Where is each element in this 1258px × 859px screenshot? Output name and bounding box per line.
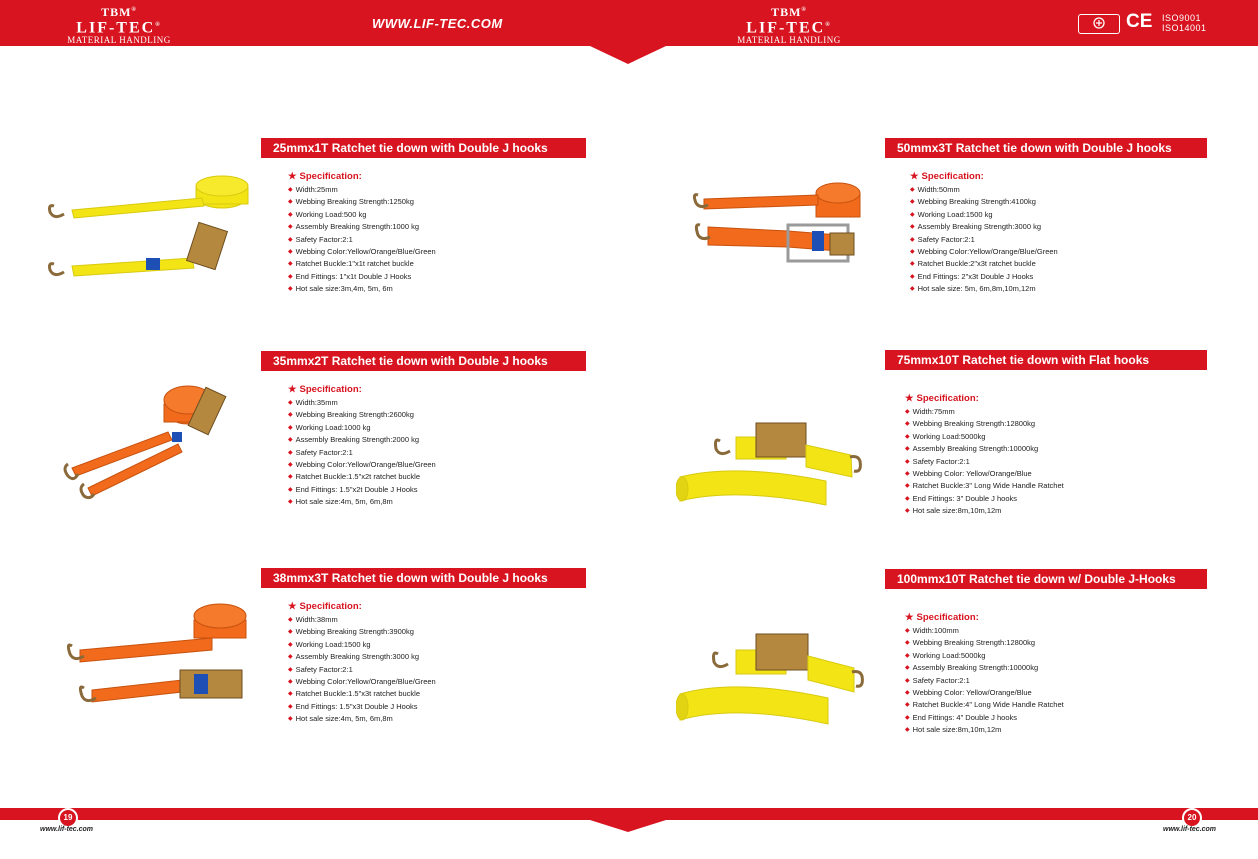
bullet-diamond-icon: ◆ (905, 508, 910, 515)
bullet-diamond-icon: ◆ (905, 433, 910, 440)
bullet-diamond-icon: ◆ (905, 652, 910, 659)
product-title: 38mmx3T Ratchet tie down with Double J hooks (261, 568, 586, 588)
spec-item: ◆ Width:35mm (288, 398, 338, 407)
spec-item: ◆ Assembly Breaking Strength:3000 kg (910, 222, 1042, 232)
product-image-100mm-yellow (676, 628, 886, 738)
ce-mark-icon: CE (1126, 11, 1153, 32)
footer-url-left[interactable]: www.lif-tec.com (40, 826, 94, 833)
spec-item: ◆ Ratchet Buckle:3" Long Wide Handle Ratchet (905, 481, 1064, 491)
spec-item: ◆ Width:100mm (905, 626, 959, 635)
spec-item: ◆ Webbing Color:Yellow/Orange/Blue/Green (288, 460, 436, 470)
bullet-diamond-icon: ◆ (288, 412, 293, 419)
spec-item: ◆ Safety Factor:2:1 (905, 675, 970, 685)
bullet-diamond-icon: ◆ (905, 458, 910, 465)
bullet-diamond-icon: ◆ (288, 424, 293, 431)
spec-item: ◆ Webbing Breaking Strength:1250kg (288, 197, 414, 207)
spec-heading: Specification: (299, 384, 362, 395)
spec-item: ◆ Hot sale size: 5m, 6m,8m,10m,12m (910, 284, 1036, 294)
bullet-diamond-icon: ◆ (288, 187, 293, 193)
spec-item: ◆ Assembly Breaking Strength:1000 kg (288, 222, 420, 232)
bullet-diamond-icon: ◆ (288, 236, 293, 243)
spec-item: ◆ Ratchet Buckle:2"x3t ratchet buckle (910, 259, 1036, 269)
spec-heading: Specification: (299, 171, 362, 182)
spec-heading: Specification: (916, 393, 979, 404)
spec-item: ◆ Ratchet Buckle:4" Long Wide Handle Ratchet (905, 700, 1064, 710)
spec-block (288, 383, 488, 509)
star-icon: ★ (288, 601, 297, 612)
bullet-diamond-icon: ◆ (905, 495, 910, 502)
bullet-diamond-icon: ◆ (910, 236, 915, 243)
company-logo-left: TBM® LIF-TEC® MATERIAL HANDLING (64, 4, 174, 46)
bullet-diamond-icon: ◆ (288, 499, 293, 506)
spec-item: ◆ Webbing Color:Yellow/Orange/Blue/Green (288, 247, 436, 257)
company-logo-right: TBM® LIF-TEC® MATERIAL HANDLING (734, 4, 844, 46)
iso-certifications (1162, 13, 1207, 33)
bullet-diamond-icon: ◆ (910, 286, 915, 293)
spec-item: ◆ End Fittings: 4" Double J hooks (905, 712, 1018, 722)
star-icon: ★ (288, 171, 297, 182)
product-title: 100mmx10T Ratchet tie down w/ Double J-Hooks (885, 569, 1207, 589)
spec-heading: Specification: (299, 601, 362, 612)
spec-block (910, 170, 1110, 296)
product-title: 75mmx10T Ratchet tie down with Flat hooks (885, 350, 1207, 370)
spec-item: ◆ Working Load:1500 kg (288, 639, 371, 649)
spec-item: ◆ Working Load:5000kg (905, 431, 986, 441)
spec-item: ◆ Assembly Breaking Strength:10000kg (905, 663, 1039, 673)
star-icon: ★ (288, 384, 297, 395)
bullet-diamond-icon: ◆ (288, 654, 293, 661)
bullet-diamond-icon: ◆ (905, 690, 910, 697)
page-number-right: 20 (1182, 808, 1202, 828)
star-icon: ★ (905, 393, 914, 404)
bullet-diamond-icon: ◆ (910, 224, 915, 231)
bullet-diamond-icon: ◆ (288, 703, 293, 710)
website-link[interactable]: WWW.LIF-TEC.COM (372, 16, 503, 31)
spec-item: ◆ End Fittings: 1.5"x2t Double J Hooks (288, 484, 418, 494)
bullet-diamond-icon: ◆ (910, 261, 915, 268)
bullet-diamond-icon: ◆ (905, 727, 910, 734)
bullet-diamond-icon: ◆ (288, 629, 293, 636)
spec-item: ◆ Safety Factor:2:1 (905, 456, 970, 466)
product-image-75mm-yellow (676, 415, 886, 520)
star-icon: ★ (910, 171, 919, 182)
spec-item: ◆ Webbing Breaking Strength:12800kg (905, 638, 1036, 648)
bullet-diamond-icon: ◆ (910, 187, 915, 193)
bullet-diamond-icon: ◆ (288, 462, 293, 469)
logo-main: LIF-TEC (746, 19, 826, 37)
product-image-35mm-orange (58, 376, 233, 501)
bullet-diamond-icon: ◆ (905, 446, 910, 453)
spec-item: ◆ Webbing Breaking Strength:12800kg (905, 419, 1036, 429)
spec-item: ◆ Working Load:5000kg (905, 650, 986, 660)
spec-item: ◆ Webbing Color:Yellow/Orange/Blue/Green (910, 247, 1058, 257)
spec-item: ◆ End Fittings: 3" Double J hooks (905, 493, 1018, 503)
bullet-diamond-icon: ◆ (288, 449, 293, 456)
logo-sub: MATERIAL HANDLING (67, 35, 171, 46)
spec-item: ◆ Hot sale size:3m,4m, 5m, 6m (288, 284, 393, 294)
bullet-diamond-icon: ◆ (288, 400, 293, 406)
bullet-diamond-icon: ◆ (905, 702, 910, 709)
footer-band (0, 808, 1258, 820)
bullet-diamond-icon: ◆ (288, 486, 293, 493)
product-image-25mm-yellow (42, 168, 252, 288)
spec-block (288, 170, 488, 296)
bullet-diamond-icon: ◆ (905, 483, 910, 490)
header-band (0, 0, 1258, 46)
bullet-diamond-icon: ◆ (288, 261, 293, 268)
bullet-diamond-icon: ◆ (288, 211, 293, 218)
iso14001-label: ISO14001 (1162, 23, 1207, 33)
spec-item: ◆ Working Load:500 kg (288, 209, 367, 219)
spec-block (905, 611, 1105, 737)
spec-item: ◆ End Fittings: 1.5"x3t Double J Hooks (288, 701, 418, 711)
product-title: 50mmx3T Ratchet tie down with Double J hooks (885, 138, 1207, 158)
bullet-diamond-icon: ◆ (288, 199, 293, 206)
bullet-diamond-icon: ◆ (905, 409, 910, 415)
logo-main: LIF-TEC (76, 19, 156, 37)
spec-item: ◆ Webbing Color: Yellow/Orange/Blue (905, 688, 1032, 698)
spec-item: ◆ Hot sale size:8m,10m,12m (905, 725, 1002, 735)
certification-logo-icon (1078, 14, 1120, 34)
bullet-diamond-icon: ◆ (910, 273, 915, 280)
bullet-diamond-icon: ◆ (905, 640, 910, 647)
bullet-diamond-icon: ◆ (288, 617, 293, 623)
bullet-diamond-icon: ◆ (905, 677, 910, 684)
spec-item: ◆ Webbing Breaking Strength:2600kg (288, 410, 414, 420)
star-icon: ★ (905, 612, 914, 623)
spec-item: ◆ Hot sale size:8m,10m,12m (905, 506, 1002, 516)
spec-block (288, 600, 488, 726)
spec-item: ◆ End Fittings: 2"x3t Double J Hooks (910, 271, 1034, 281)
bullet-diamond-icon: ◆ (905, 421, 910, 428)
spec-item: ◆ Assembly Breaking Strength:10000kg (905, 444, 1039, 454)
footer-url-right[interactable]: www.lif-tec.com (1163, 826, 1217, 833)
bullet-diamond-icon: ◆ (905, 471, 910, 478)
spec-item: ◆ Webbing Color:Yellow/Orange/Blue/Green (288, 677, 436, 687)
spec-item: ◆ Webbing Breaking Strength:3900kg (288, 627, 414, 637)
logo-top: TBM (101, 5, 132, 19)
iso9001-label: ISO9001 (1162, 13, 1202, 23)
bullet-diamond-icon: ◆ (905, 628, 910, 634)
spec-block (905, 392, 1105, 518)
bullet-diamond-icon: ◆ (288, 273, 293, 280)
bullet-diamond-icon: ◆ (910, 249, 915, 256)
spec-item: ◆ Hot sale size:4m, 5m, 6m,8m (288, 714, 393, 724)
product-image-50mm-orange (688, 175, 878, 290)
spec-item: ◆ Width:38mm (288, 615, 338, 624)
spec-item: ◆ Width:75mm (905, 407, 955, 416)
spec-item: ◆ Working Load:1000 kg (288, 422, 371, 432)
bullet-diamond-icon: ◆ (288, 691, 293, 698)
spec-item: ◆ Ratchet Buckle:1.5"x3t ratchet buckle (288, 689, 421, 699)
bullet-diamond-icon: ◆ (910, 199, 915, 206)
spec-heading: Specification: (916, 612, 979, 623)
spec-item: ◆ Assembly Breaking Strength:2000 kg (288, 435, 420, 445)
product-title: 35mmx2T Ratchet tie down with Double J hooks (261, 351, 586, 371)
spec-item: ◆ Hot sale size:4m, 5m, 6m,8m (288, 497, 393, 507)
page-number-left: 19 (58, 808, 78, 828)
header-notch (590, 46, 666, 64)
bullet-diamond-icon: ◆ (288, 437, 293, 444)
product-image-38mm-orange (62, 598, 252, 716)
spec-item: ◆ Assembly Breaking Strength:3000 kg (288, 652, 420, 662)
spec-item: ◆ Safety Factor:2:1 (288, 234, 353, 244)
bullet-diamond-icon: ◆ (288, 666, 293, 673)
spec-item: ◆ Ratchet Buckle:1.5"x2t ratchet buckle (288, 472, 421, 482)
spec-item: ◆ Width:25mm (288, 185, 338, 194)
spec-item: ◆ Safety Factor:2:1 (910, 234, 975, 244)
spec-heading: Specification: (921, 171, 984, 182)
spec-item: ◆ End Fittings: 1"x1t Double J Hooks (288, 271, 412, 281)
spec-item: ◆ Safety Factor:2:1 (288, 447, 353, 457)
bullet-diamond-icon: ◆ (288, 224, 293, 231)
product-title: 25mmx1T Ratchet tie down with Double J hooks (261, 138, 586, 158)
bullet-diamond-icon: ◆ (288, 679, 293, 686)
bullet-diamond-icon: ◆ (288, 474, 293, 481)
bullet-diamond-icon: ◆ (288, 716, 293, 723)
bullet-diamond-icon: ◆ (288, 286, 293, 293)
spec-item: ◆ Ratchet Buckle:1"x1t ratchet buckle (288, 259, 414, 269)
spec-item: ◆ Webbing Color: Yellow/Orange/Blue (905, 469, 1032, 479)
footer-notch (590, 820, 666, 832)
bullet-diamond-icon: ◆ (905, 714, 910, 721)
spec-item: ◆ Working Load:1500 kg (910, 209, 993, 219)
spec-item: ◆ Width:50mm (910, 185, 960, 194)
bullet-diamond-icon: ◆ (288, 641, 293, 648)
bullet-diamond-icon: ◆ (910, 211, 915, 218)
logo-sub: MATERIAL HANDLING (737, 35, 841, 46)
bullet-diamond-icon: ◆ (288, 249, 293, 256)
bullet-diamond-icon: ◆ (905, 665, 910, 672)
logo-top: TBM (771, 5, 802, 19)
spec-item: ◆ Safety Factor:2:1 (288, 664, 353, 674)
spec-item: ◆ Webbing Breaking Strength:4100kg (910, 197, 1036, 207)
